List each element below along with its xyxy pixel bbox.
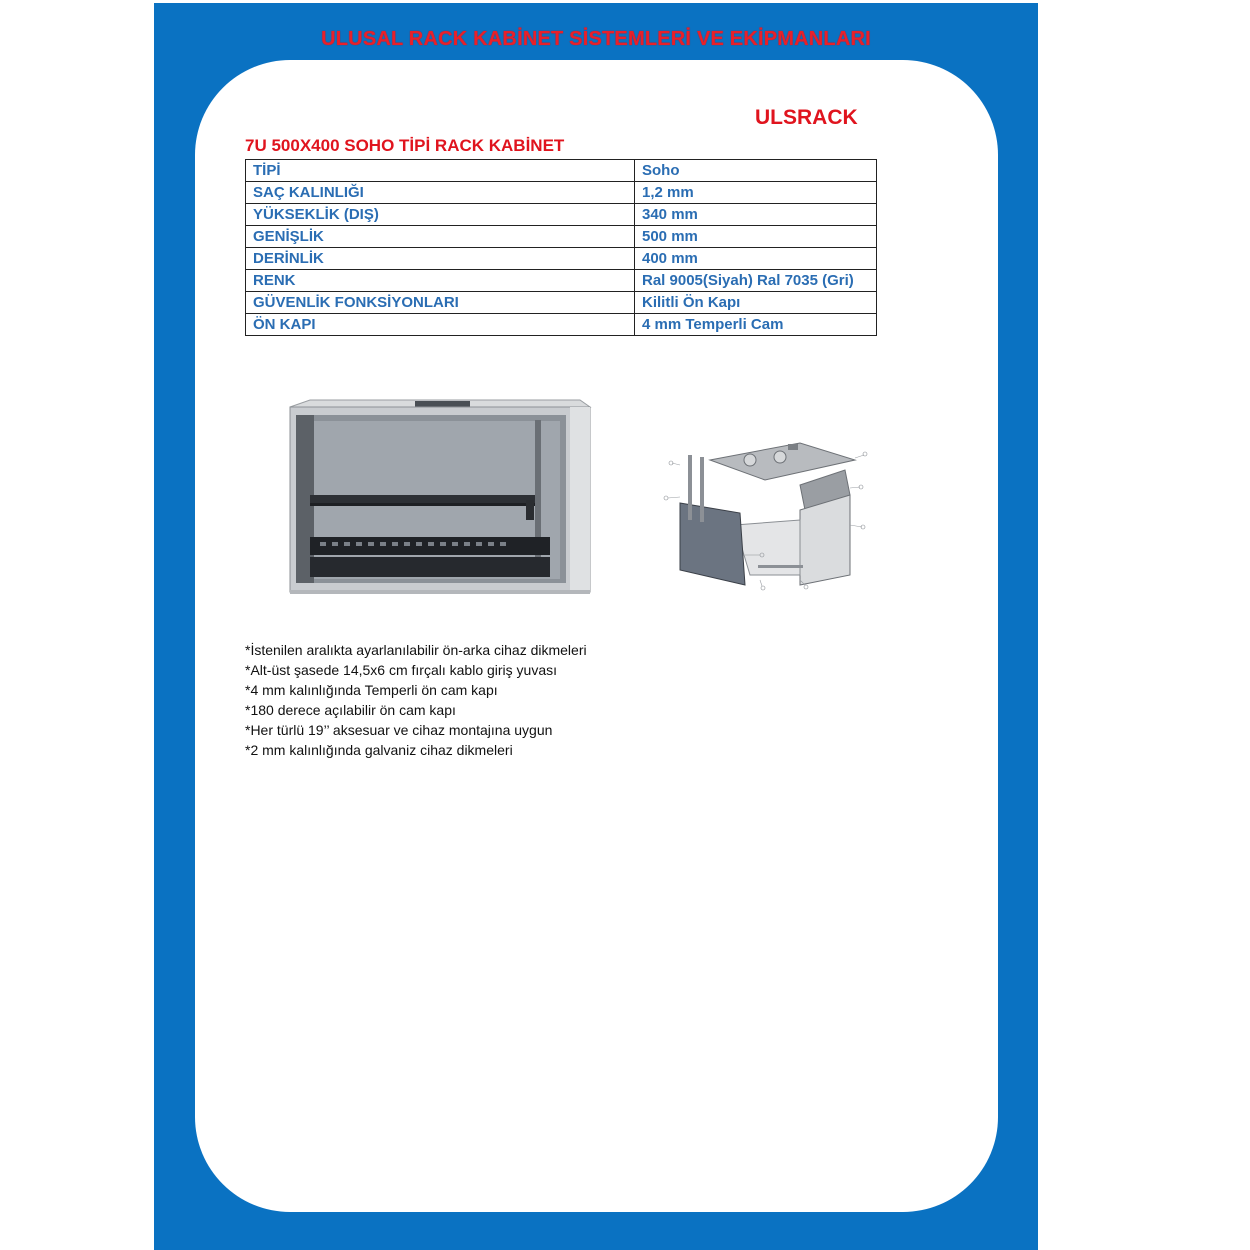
spec-row bbox=[246, 292, 877, 314]
spec-label: GÜVENLİK FONKSİYONLARI bbox=[246, 292, 635, 314]
feature-item: *2 mm kalınlığında galvaniz cihaz dikmeleri bbox=[245, 742, 513, 758]
spec-value: 1,2 mm bbox=[635, 182, 877, 204]
spec-label: ÖN KAPI bbox=[246, 314, 635, 336]
feature-item: *Her türlü 19’’ aksesuar ve cihaz montajına uygun bbox=[245, 722, 553, 738]
spec-value: 400 mm bbox=[635, 248, 877, 270]
exploded-diagram bbox=[650, 425, 870, 595]
feature-item: *İstenilen aralıkta ayarlanılabilir ön-arka cihaz dikmeleri bbox=[245, 642, 587, 658]
spec-value: 500 mm bbox=[635, 226, 877, 248]
spec-table bbox=[245, 159, 877, 336]
spec-value: 340 mm bbox=[635, 204, 877, 226]
cabinet-photo bbox=[280, 395, 600, 605]
spec-value: Soho bbox=[635, 160, 877, 182]
spec-value: 4 mm Temperli Cam bbox=[635, 314, 877, 336]
spec-row bbox=[246, 314, 877, 336]
feature-item: *180 derece açılabilir ön cam kapı bbox=[245, 702, 456, 718]
feature-item: *Alt-üst şasede 14,5x6 cm fırçalı kablo giriş yuvası bbox=[245, 662, 558, 678]
product-title: 7U 500X400 SOHO TİPİ RACK KABİNET bbox=[245, 136, 565, 155]
feature-item: *4 mm kalınlığında Temperli ön cam kapı bbox=[245, 682, 498, 698]
spec-label: TİPİ bbox=[246, 160, 635, 182]
spec-label: YÜKSEKLİK (DIŞ) bbox=[246, 204, 635, 226]
spec-row bbox=[246, 270, 877, 292]
feature-list bbox=[245, 640, 587, 760]
spec-value: Ral 9005(Siyah) Ral 7035 (Gri) bbox=[635, 270, 877, 292]
spec-row bbox=[246, 182, 877, 204]
spec-row bbox=[246, 160, 877, 182]
spec-row bbox=[246, 226, 877, 248]
spec-value: Kilitli Ön Kapı bbox=[635, 292, 877, 314]
spec-row bbox=[246, 204, 877, 226]
header-title: ULUSAL RACK KABİNET SİSTEMLERİ VE EKİPMANLARI bbox=[321, 28, 871, 50]
spec-label: GENİŞLİK bbox=[246, 226, 635, 248]
spec-label: DERİNLİK bbox=[246, 248, 635, 270]
brand-name: ULSRACK bbox=[755, 106, 858, 129]
spec-label: SAÇ KALINLIĞI bbox=[246, 182, 635, 204]
spec-row bbox=[246, 248, 877, 270]
spec-label: RENK bbox=[246, 270, 635, 292]
